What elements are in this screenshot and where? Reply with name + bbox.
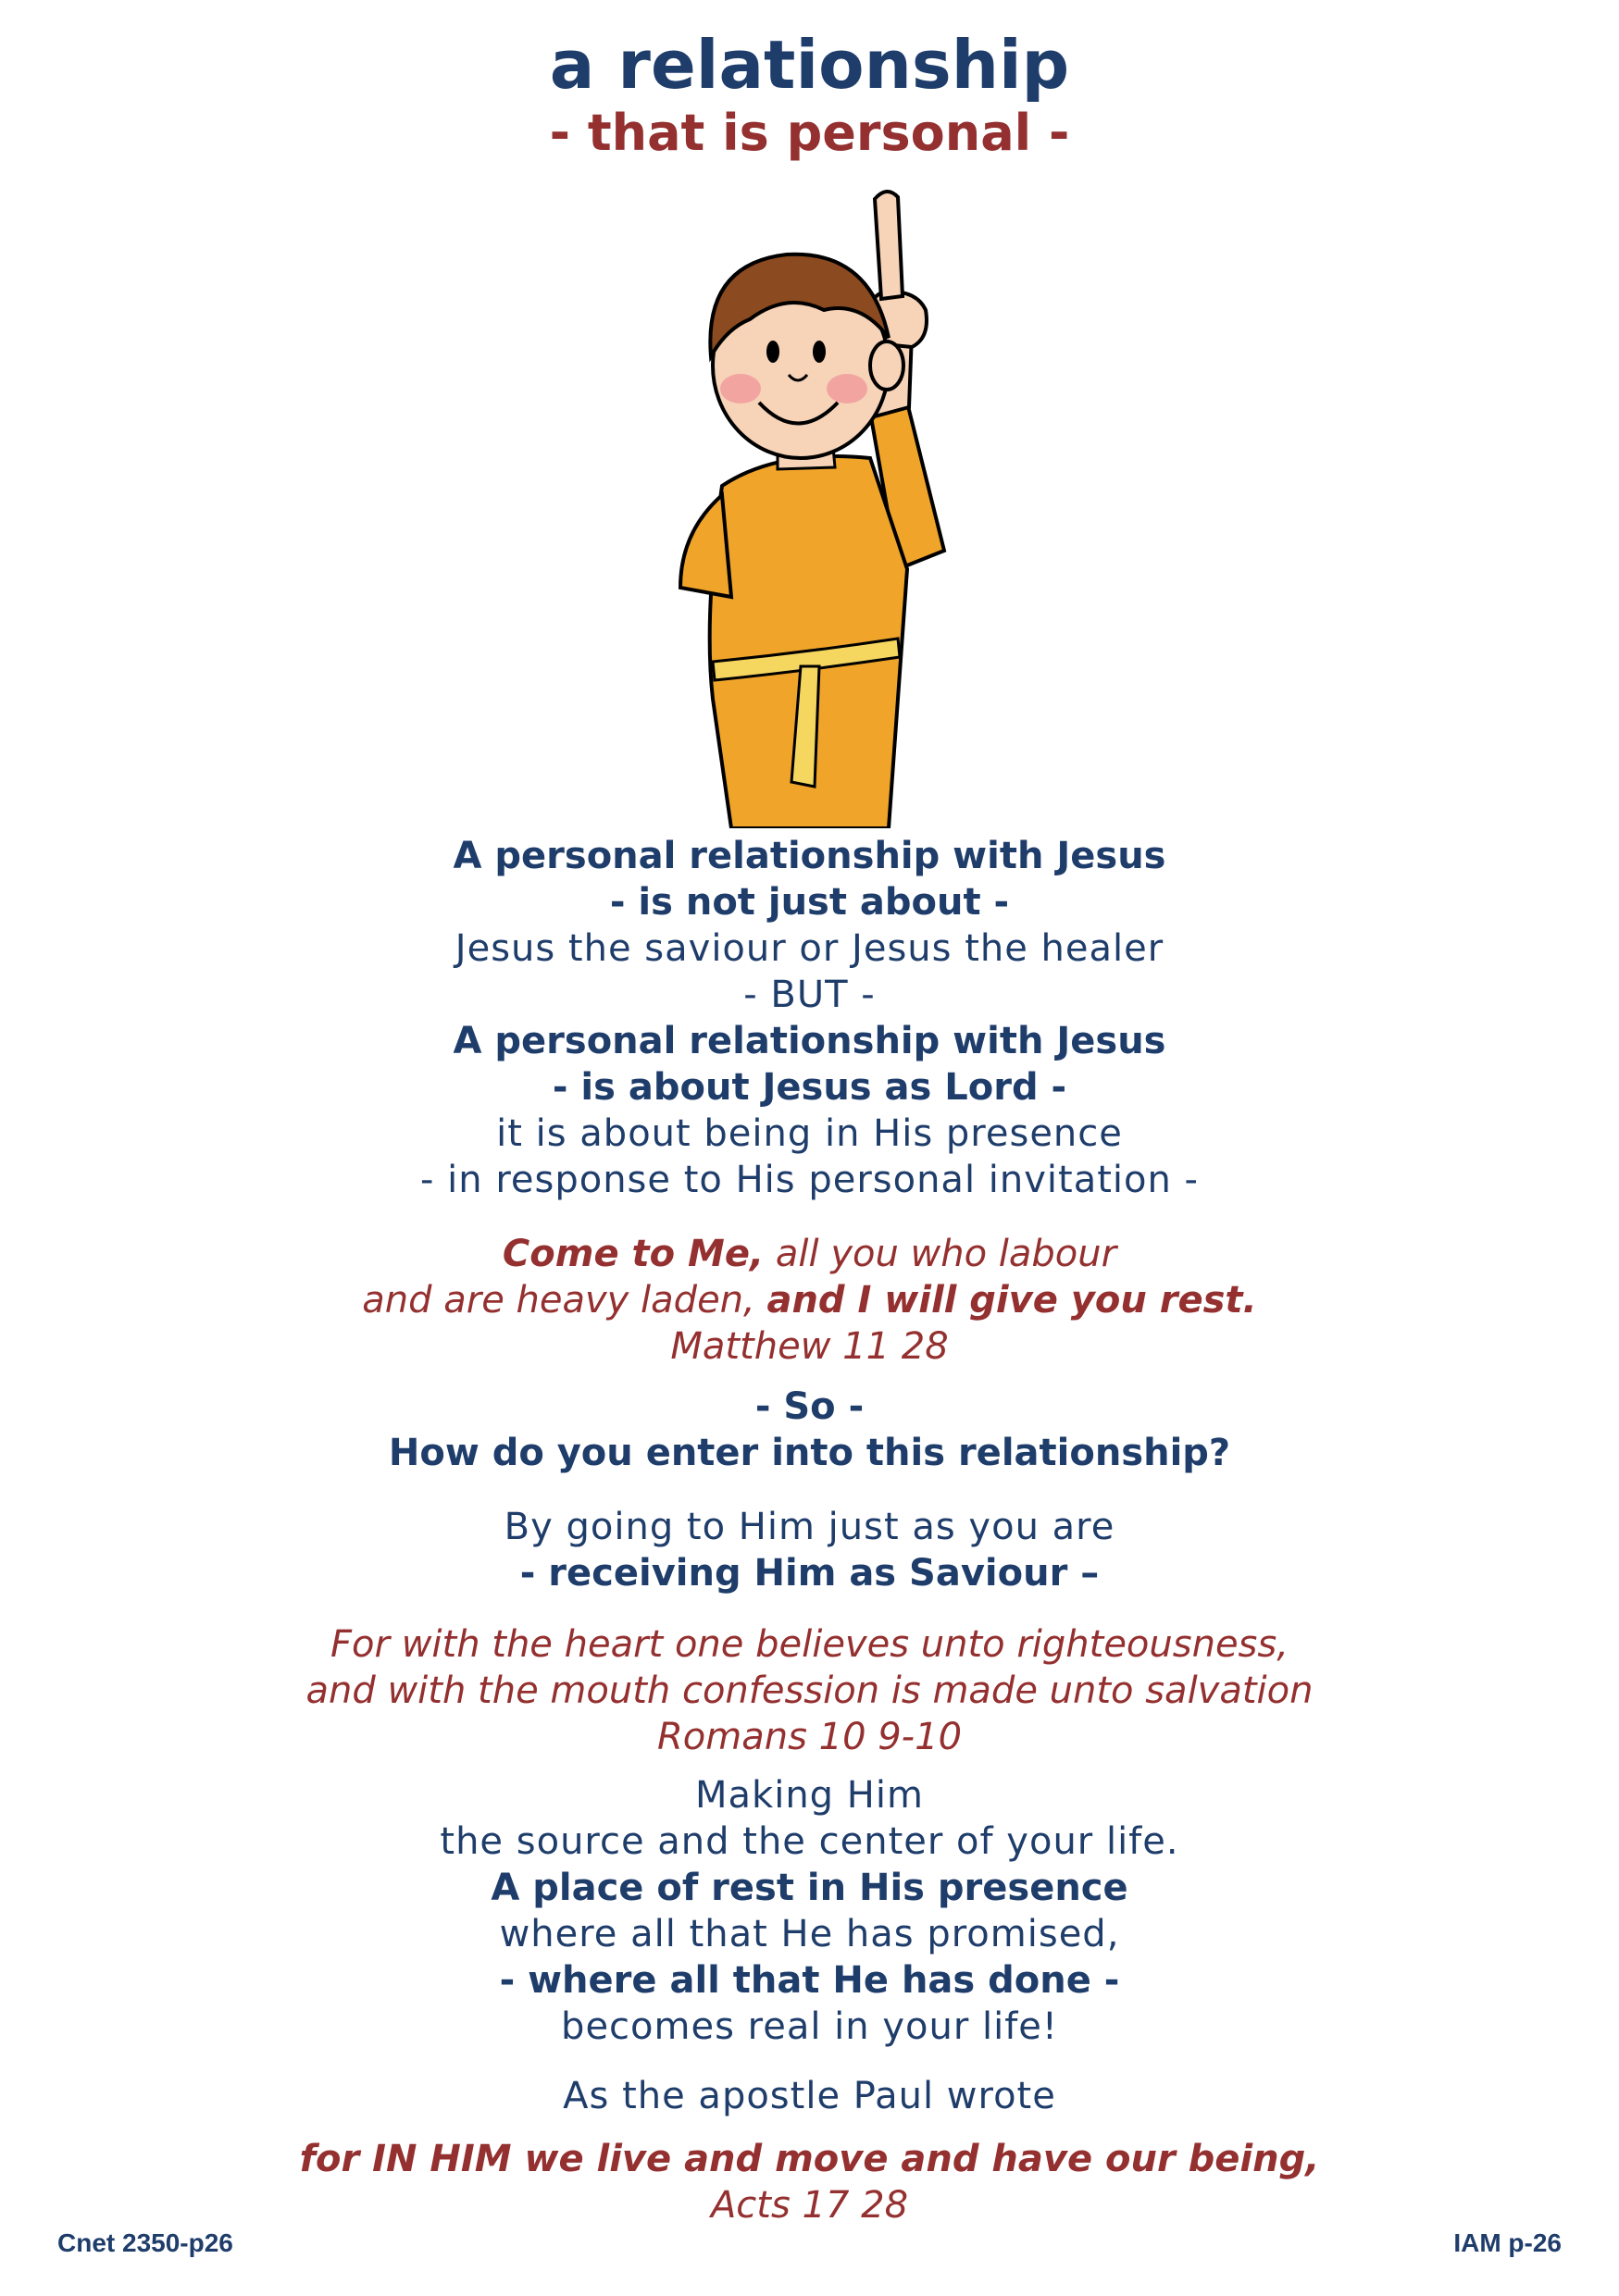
verse-line [0,1231,1619,1277]
verse-reference: Romans 10 9-10 [656,1716,963,1758]
text-line: becomes real in your life! [561,2005,1058,2048]
text-line: A personal relationship with Jesus [453,1020,1166,1062]
text-line: it is about being in His presence [496,1112,1123,1155]
text-line: - in response to His personal invitation - [419,1159,1199,1201]
section-how-to-enter [0,1384,1619,1476]
section-receiving [0,1504,1619,1596]
text-line: A place of rest in His presence [491,1867,1128,1909]
text-line: How do you enter into this relationship? [388,1432,1231,1474]
text-line: As the apostle Paul wrote [563,2075,1056,2117]
verse-acts [0,2136,1619,2228]
page-title: a relationship [549,26,1070,104]
verse-line: For with the heart one believes unto righteousness, [330,1623,1289,1666]
verse-line: for IN HIM we live and move and have our being, [299,2138,1320,2180]
footer-right-page: IAM p-26 [1453,2228,1562,2257]
text-line: - is about Jesus as Lord - [552,1066,1067,1109]
text-line: A personal relationship with Jesus [453,835,1166,877]
text-line: - where all that He has done - [499,1959,1120,2002]
verse-line [0,1277,1619,1323]
text-line: - So - [754,1385,865,1428]
verse-text: and are heavy laden, [362,1279,767,1322]
text-line: where all that He has promised, [499,1913,1120,1955]
boy-pointing-up-icon [592,180,1018,828]
text-line: Jesus the saviour or Jesus the healer [455,927,1164,970]
page-subtitle: - that is personal - [549,104,1070,162]
text-line: - is not just about - [609,881,1010,924]
text-line: By going to Him just as you are [504,1506,1115,1548]
verse-matthew [0,1231,1619,1370]
verse-reference: Acts 17 28 [710,2184,909,2227]
verse-emphasis: Come to Me, [502,1233,765,1275]
verse-reference: Matthew 11 28 [670,1325,949,1368]
section-apostle [0,2073,1619,2119]
footer-left-code: Cnet 2350-p26 [57,2228,233,2257]
verse-romans [0,1621,1619,1760]
text-line: the source and the center of your life. [440,1820,1179,1863]
text-line: Making Him [695,1774,924,1817]
text-line: - BUT - [743,974,876,1016]
text-line: - receiving Him as Saviour – [519,1552,1100,1595]
verse-text: all you who labour [764,1233,1117,1275]
section-making-him [0,1772,1619,2050]
section-personal-relationship [0,833,1619,1203]
verse-emphasis: and I will give you rest. [766,1279,1257,1322]
verse-line: and with the mouth confession is made unto salvation [305,1669,1314,1712]
